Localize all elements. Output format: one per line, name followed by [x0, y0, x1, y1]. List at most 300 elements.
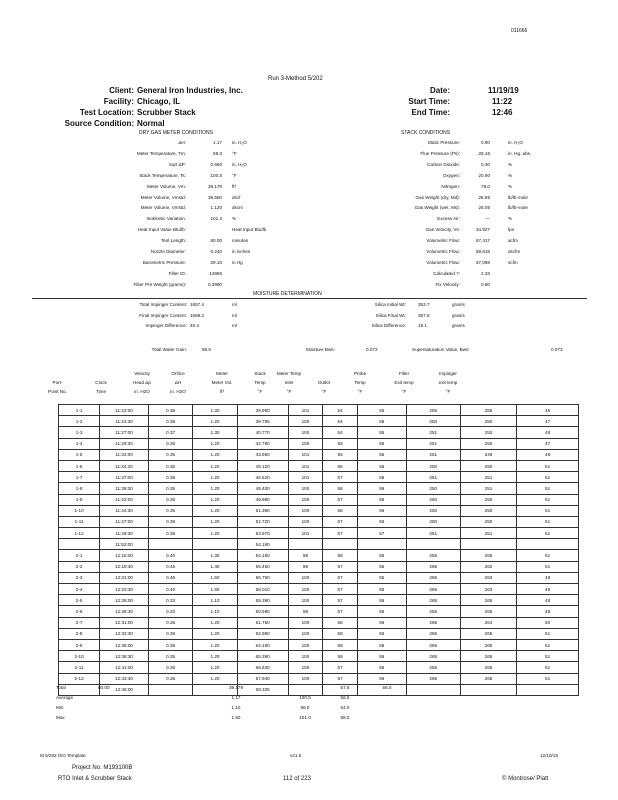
silica-label: Silica Difference:: [371, 323, 406, 329]
dry-gas-unit: minutes: [232, 238, 249, 244]
summary-meter: 1.17: [231, 695, 241, 700]
column-header: Head Δp: [133, 380, 151, 385]
column-header: Impinger: [439, 371, 457, 376]
table-cell: 59.390: [237, 595, 288, 606]
table-cell: 51: [517, 662, 579, 673]
table-cell: 250: [406, 494, 460, 505]
table-cell: 64.190: [237, 639, 288, 650]
table-cell: 11:44:30: [100, 505, 149, 516]
table-cell: 250: [460, 460, 516, 471]
table-cell: [59, 539, 100, 550]
table-cell: 265: [460, 550, 516, 561]
table-cell: 251: [406, 427, 460, 438]
table-cell: 55: [357, 550, 406, 561]
table-row: [59, 684, 579, 695]
dry-gas-label: Meter Volume, Vmstd:: [140, 205, 186, 211]
table-cell: 249: [460, 449, 516, 460]
footer-version: v21.5: [290, 753, 302, 758]
stack-label: Volumetric Flow:: [426, 249, 460, 254]
table-cell: 101: [288, 449, 323, 460]
table-cell: 12:26:00: [100, 595, 149, 606]
dry-gas-label: Barometric Pressure:: [142, 259, 186, 265]
silica-value: 353.7: [418, 302, 430, 307]
table-cell: 57: [323, 472, 358, 483]
table-cell: 11:29:30: [100, 438, 149, 449]
stack-unit: lb/lb-mole: [508, 205, 528, 211]
table-cell: 0.35: [148, 516, 192, 527]
table-cell: 2-2: [59, 561, 100, 572]
start-time-value: 11:22: [492, 97, 513, 106]
traverse-table: [58, 404, 579, 696]
table-cell: 1.20: [193, 516, 237, 527]
table-cell: 57: [323, 606, 358, 617]
table-cell: 262: [460, 561, 516, 572]
table-cell: 100: [288, 416, 323, 427]
table-cell: 11:22:00: [100, 405, 149, 416]
table-cell: 51: [517, 472, 579, 483]
dry-gas-unit: in. H₂O: [232, 161, 247, 167]
dry-gas-value: 1.17: [213, 140, 222, 145]
column-header: Temp: [354, 380, 366, 385]
dry-gas-value: 14955: [209, 270, 222, 276]
stack-unit: lb/lb-mole: [508, 194, 528, 200]
silica-label: Silica Final Wt:: [375, 312, 406, 318]
stack-unit: fps: [508, 227, 515, 233]
table-cell: 100: [288, 673, 323, 684]
table-cell: 11:47:00: [100, 516, 149, 527]
table-cell: 265: [460, 628, 516, 639]
table-cell: 62.990: [237, 628, 288, 639]
table-cell: 98: [288, 561, 323, 572]
stack-value: 29.16: [478, 150, 490, 156]
table-cell: 56: [357, 628, 406, 639]
table-cell: 1-3: [59, 427, 100, 438]
table-cell: 0.35: [148, 628, 192, 639]
table-cell: 0.35: [148, 438, 192, 449]
table-cell: 11:32:00: [100, 449, 149, 460]
table-cell: 2-8: [59, 628, 100, 639]
table-cell: 12:16:00: [100, 550, 149, 561]
table-cell: 265: [460, 651, 516, 662]
table-cell: 51: [517, 505, 579, 516]
dry-gas-label: Meter Temperature, Tm:: [136, 150, 186, 156]
table-cell: 265: [460, 405, 516, 416]
table-cell: 100: [288, 483, 323, 494]
dry-gas-label: Meter Volume, Vm:: [146, 183, 186, 189]
table-cell: 251: [460, 483, 516, 494]
table-cell: 55.450: [237, 561, 288, 572]
table-cell: 1.10: [193, 595, 237, 606]
table-cell: 250: [406, 516, 460, 527]
table-cell: 1.30: [193, 405, 237, 416]
table-cell: 57: [323, 494, 358, 505]
table-cell: 11:37:00: [100, 472, 149, 483]
stack-value: 57,069: [475, 259, 490, 265]
table-cell: 1.20: [193, 505, 237, 516]
table-cell: 56: [357, 606, 406, 617]
table-cell: 56: [357, 595, 406, 606]
table-cell: 2-7: [59, 617, 100, 628]
supersaturation-label: Supersaturation Value, Bws:: [412, 347, 470, 352]
dry-gas-value: 100.5: [210, 172, 222, 178]
table-cell: 12:23:30: [100, 584, 149, 595]
table-cell: 57: [357, 528, 406, 539]
column-header: Clock: [95, 380, 107, 385]
table-cell: 57: [323, 595, 358, 606]
summary-stack-temp: 100.5: [299, 695, 311, 700]
column-header: °F: [445, 389, 451, 394]
table-cell: 11:27:00: [100, 427, 149, 438]
table-cell: 51: [517, 561, 579, 572]
summary-meter: 1.50: [231, 715, 241, 720]
column-header: Filter: [398, 371, 410, 376]
table-cell: 39.950: [237, 405, 288, 416]
column-header: Time: [95, 389, 107, 394]
table-cell: 1-4: [59, 438, 100, 449]
table-cell: 0.35: [148, 449, 192, 460]
table-cell: 56: [357, 416, 406, 427]
date-value: 11/19/19: [488, 86, 519, 95]
moisture-unit: ml: [232, 302, 237, 307]
table-cell: 39.795: [237, 416, 288, 427]
column-header: Inlet: [284, 380, 294, 385]
moisture-unit: ml: [232, 312, 237, 318]
moisture-section-title: MOISTURE DETERMINATION: [253, 291, 322, 297]
table-cell: 43.950: [237, 449, 288, 460]
table-cell: [323, 539, 358, 550]
table-cell: 56.750: [237, 572, 288, 583]
table-cell: 1.20: [193, 460, 237, 471]
table-cell: 265: [406, 550, 460, 561]
table-cell: 1.20: [193, 673, 237, 684]
table-cell: 100: [288, 494, 323, 505]
table-cell: 42.790: [237, 438, 288, 449]
table-cell: 100: [288, 617, 323, 628]
table-cell: [406, 684, 460, 695]
silica-unit: grams: [452, 302, 465, 307]
table-cell: 1.40: [193, 561, 237, 572]
summary-inlet: 58.0: [340, 715, 350, 720]
table-cell: 51: [517, 494, 579, 505]
table-cell: 1.20: [193, 449, 237, 460]
table-cell: 48.400: [237, 483, 288, 494]
summary-meter: 39.179: [228, 685, 244, 690]
table-cell: 250: [460, 505, 516, 516]
table-cell: 263: [460, 584, 516, 595]
table-cell: 0.35: [148, 505, 192, 516]
column-header: Point No.: [48, 389, 67, 394]
table-cell: 250: [460, 494, 516, 505]
table-cell: [460, 539, 516, 550]
stack-unit: acfm: [508, 238, 518, 244]
dry-gas-value: 1.120: [210, 205, 222, 211]
stack-unit: in. H₂O: [508, 140, 523, 145]
table-cell: 51: [517, 528, 579, 539]
stack-section-title: STACK CONDITIONS: [401, 130, 451, 136]
stack-value: 34.927: [475, 227, 490, 233]
table-cell: [406, 539, 460, 550]
table-cell: 54.160: [237, 550, 288, 561]
footer-location: RTO Inlet & Scrubber Stack: [58, 776, 132, 782]
table-cell: 69.325: [237, 684, 288, 695]
table-cell: 251: [406, 449, 460, 460]
table-cell: 265: [406, 405, 460, 416]
table-cell: 0.36: [148, 617, 192, 628]
stack-value: 28.05: [478, 205, 490, 211]
summary-label: Total: [56, 685, 66, 690]
table-cell: 51: [517, 460, 579, 471]
table-cell: 56: [357, 472, 406, 483]
table-cell: 11:24:30: [100, 416, 149, 427]
dry-gas-section-title: DRY GAS METER CONDITIONS: [139, 130, 213, 136]
table-cell: 1.50: [193, 572, 237, 583]
table-cell: 67.940: [237, 673, 288, 684]
silica-unit: grams: [452, 312, 465, 318]
table-cell: 57: [323, 673, 358, 684]
table-cell: 12:41:00: [100, 662, 149, 673]
stack-label: Calculated ?:: [433, 270, 460, 276]
table-cell: 250: [460, 416, 516, 427]
dry-gas-unit: in inches: [232, 249, 251, 254]
facility-label: Facility:: [103, 97, 134, 106]
table-cell: 56: [357, 662, 406, 673]
table-cell: 12:18:30: [100, 561, 149, 572]
table-cell: 265: [406, 617, 460, 628]
table-row: [59, 673, 579, 684]
table-cell: 56: [357, 617, 406, 628]
dry-gas-value: 0.3990: [207, 281, 222, 287]
stack-label: Gas Weight (dry, Md):: [415, 194, 460, 200]
table-cell: 1-7: [59, 472, 100, 483]
table-row: [59, 516, 579, 527]
table-cell: 264: [460, 617, 516, 628]
footer-template: M 5/202 ISO Template: [40, 753, 86, 758]
table-cell: 2-11: [59, 662, 100, 673]
table-cell: 54: [323, 416, 358, 427]
table-cell: 98: [288, 550, 323, 561]
table-cell: 0.35: [148, 651, 192, 662]
table-row: [59, 483, 579, 494]
dry-gas-label: Meter Volume, Vmstd:: [140, 194, 186, 200]
table-cell: 56: [357, 651, 406, 662]
table-cell: 100: [288, 651, 323, 662]
table-cell: 1-12: [59, 528, 100, 539]
table-cell: 265: [460, 606, 516, 617]
stack-unit: %: [508, 183, 513, 189]
table-row: [59, 606, 579, 617]
table-cell: 46.520: [237, 472, 288, 483]
table-cell: 0.33: [148, 595, 192, 606]
table-cell: 265: [406, 572, 460, 583]
table-cell: 58: [323, 651, 358, 662]
table-row: [59, 561, 579, 572]
table-cell: [288, 684, 323, 695]
dry-gas-value: 39.179: [207, 183, 222, 189]
table-cell: 265: [406, 662, 460, 673]
moisture-label: Impinger Difference:: [145, 323, 187, 329]
table-cell: 56: [323, 460, 358, 471]
table-cell: 55: [357, 584, 406, 595]
table-cell: 45.120: [237, 460, 288, 471]
dry-gas-value: 0.660: [210, 161, 222, 167]
table-cell: 49: [517, 606, 579, 617]
table-cell: 12:43:30: [100, 673, 149, 684]
table-cell: 263: [460, 572, 516, 583]
stack-value: 0.80: [481, 281, 490, 287]
table-cell: 2-12: [59, 673, 100, 684]
table-row: [59, 438, 579, 449]
table-cell: 55: [323, 438, 358, 449]
stack-label: Carbon Dioxide:: [427, 161, 460, 167]
dry-gas-label: Sqrt ΔP:: [168, 161, 186, 167]
table-cell: 12:31:00: [100, 617, 149, 628]
table-cell: 51: [517, 550, 579, 561]
dry-gas-value: 0.240: [210, 249, 222, 254]
table-cell: 55: [357, 561, 406, 572]
column-header: °F: [321, 389, 327, 394]
summary-inlet: 57.6: [340, 685, 350, 690]
table-cell: 265: [406, 561, 460, 572]
table-cell: 0.35: [148, 639, 192, 650]
moisture-divider: [32, 298, 587, 299]
table-cell: 0.35: [148, 528, 192, 539]
stack-unit: scfm: [508, 259, 518, 265]
total-water-label: Total Water Gain:: [151, 347, 187, 352]
table-row: [59, 572, 579, 583]
dry-gas-label: Filter ID:: [168, 270, 186, 276]
table-row: [59, 584, 579, 595]
table-cell: 55: [323, 449, 358, 460]
table-cell: 265: [460, 639, 516, 650]
table-row: [59, 494, 579, 505]
column-header: Exit temp: [394, 380, 414, 385]
table-cell: [148, 539, 192, 550]
stack-label: Gas Weight (wet, Ms):: [414, 205, 460, 211]
table-cell: 100: [288, 662, 323, 673]
table-cell: 1-5: [59, 449, 100, 460]
table-cell: 51: [517, 628, 579, 639]
table-cell: [357, 539, 406, 550]
table-cell: 1.50: [193, 584, 237, 595]
table-cell: 40.770: [237, 427, 288, 438]
table-cell: 54: [323, 427, 358, 438]
moisture-bws-label: Moisture Bws:: [306, 347, 335, 352]
summary-stack-temp: 101.0: [299, 715, 311, 720]
table-cell: 51: [517, 639, 579, 650]
table-cell: 265: [406, 639, 460, 650]
moisture-label: Final Impinger Content:: [139, 312, 187, 318]
table-cell: 49.990: [237, 494, 288, 505]
table-row: [59, 460, 579, 471]
table-row: [59, 427, 579, 438]
run-title: Run 3-Method 5/202: [268, 76, 323, 82]
table-cell: 1.20: [193, 639, 237, 650]
dry-gas-unit: dscm: [232, 205, 243, 211]
silica-unit: grams: [452, 323, 465, 329]
moisture-value: 1698.2: [190, 312, 205, 318]
table-cell: 250: [460, 438, 516, 449]
table-cell: [517, 539, 579, 550]
dry-gas-unit: °F: [232, 172, 237, 178]
table-cell: 0.46: [148, 572, 192, 583]
stack-value: 2.33: [481, 270, 490, 276]
column-header: Stack: [254, 371, 266, 376]
table-cell: 12:21:00: [100, 572, 149, 583]
table-cell: 58: [323, 505, 358, 516]
table-row: [59, 539, 579, 550]
stack-value: 28.85: [478, 194, 490, 200]
column-header: exit temp: [438, 380, 458, 385]
table-cell: 58.010: [237, 584, 288, 595]
table-cell: 1.20: [193, 438, 237, 449]
test-location-value: Scrubber Stack: [137, 108, 196, 117]
column-header: ΔH: [174, 380, 182, 385]
table-cell: 265: [406, 606, 460, 617]
table-cell: 12:28:30: [100, 606, 149, 617]
table-cell: 54.160: [237, 539, 288, 550]
table-cell: 56: [357, 673, 406, 684]
dry-gas-value: 59.3: [213, 150, 222, 156]
table-cell: 48: [517, 449, 579, 460]
stack-label: Flue Pressure (Ps):: [420, 150, 460, 156]
table-cell: 51: [517, 651, 579, 662]
table-cell: 1.20: [193, 483, 237, 494]
dry-gas-unit: in. H₂O: [232, 140, 247, 145]
table-cell: 250: [406, 505, 460, 516]
column-header: Meter Vol.: [211, 380, 233, 385]
column-header: Meter: [216, 371, 228, 376]
dry-gas-label: Isokinetic Variation:: [146, 216, 186, 222]
dry-gas-value: 101.3: [210, 216, 222, 222]
table-cell: 251: [406, 528, 460, 539]
total-water-value: 59.5: [202, 347, 211, 352]
column-header: Velocity: [134, 371, 150, 376]
table-cell: 12:38:30: [100, 651, 149, 662]
table-cell: 48: [517, 595, 579, 606]
table-cell: 1.10: [193, 606, 237, 617]
table-cell: 11:49:30: [100, 528, 149, 539]
stack-unit: %: [508, 216, 513, 222]
table-cell: 251: [460, 472, 516, 483]
dry-gas-label: ΔH:: [178, 140, 186, 145]
source-condition-label: Source Condition:: [64, 119, 134, 128]
table-cell: 58: [323, 628, 358, 639]
client-value: General Iron Industries, Inc.: [137, 86, 243, 95]
summary-stack-temp: 98.0: [300, 705, 310, 710]
table-cell: 54: [323, 405, 358, 416]
table-cell: 12:33:30: [100, 628, 149, 639]
table-cell: 0.35: [148, 494, 192, 505]
moisture-unit: ml: [232, 323, 237, 329]
stack-label: Volumetric Flow:: [426, 238, 460, 244]
table-cell: 57: [323, 662, 358, 673]
column-header: °F: [401, 389, 407, 394]
table-cell: 0.35: [148, 472, 192, 483]
table-cell: 56: [357, 483, 406, 494]
table-cell: 100: [288, 595, 323, 606]
table-cell: 61.760: [237, 617, 288, 628]
table-row: [59, 639, 579, 650]
facility-value: Chicago, IL: [137, 97, 181, 106]
table-cell: 2-6: [59, 606, 100, 617]
table-cell: 1-9: [59, 494, 100, 505]
column-header: °F: [286, 389, 292, 394]
table-cell: 250: [406, 416, 460, 427]
table-cell: 0.36: [148, 673, 192, 684]
table-cell: [288, 539, 323, 550]
table-cell: 66.630: [237, 662, 288, 673]
dry-gas-value: 60.00: [210, 238, 222, 244]
